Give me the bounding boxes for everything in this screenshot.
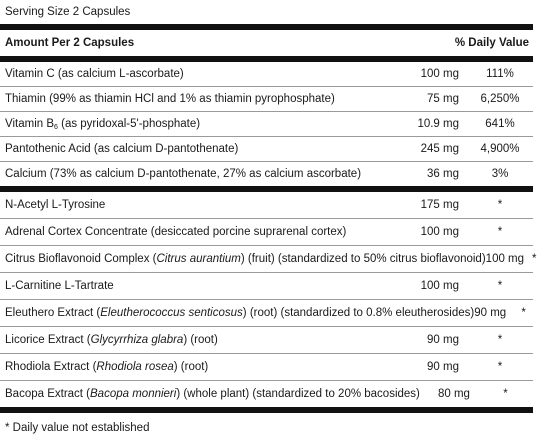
name-text: Vitamin B [5, 117, 55, 130]
ingredient-name [0, 253, 486, 265]
ingredient-name [0, 93, 399, 105]
table-row [0, 161, 533, 186]
ingredient-daily-value: 6,250% [480, 93, 520, 105]
name-text: Licorice Extract ( [5, 334, 91, 346]
ingredient-name [0, 118, 399, 131]
ingredient-amount: 10.9 mg [417, 118, 459, 130]
ingredient-amount: 100 mg [485, 253, 525, 265]
ingredient-amount: 90 mg [427, 361, 459, 373]
name-text: Calcium (73% as calcium D-pantothenate, 27% as calcium ascorbate) [5, 168, 362, 180]
name-text: Vitamin C (as calcium L-ascorbate) [5, 68, 184, 80]
daily-value-label: % Daily Value [454, 37, 529, 49]
ingredient-name [0, 388, 420, 400]
ingredient-amount: 36 mg [427, 168, 459, 180]
table-row [0, 380, 533, 407]
other-ingredients-group [0, 192, 537, 407]
ingredient-amount: 100 mg [420, 68, 459, 80]
table-row [0, 136, 533, 161]
table-row [0, 86, 533, 111]
ingredient-name [0, 143, 399, 155]
ingredient-daily-value: * [521, 307, 526, 319]
ingredient-daily-value: 3% [491, 168, 509, 180]
name-text: ) (fruit) (standardized to 50% citrus bioflavonoid) [240, 253, 486, 265]
latin-name: Citrus aurantium [156, 253, 241, 265]
subscript: 6 [54, 123, 58, 131]
table-header [0, 30, 533, 56]
latin-name: Bacopa monnieri [90, 388, 177, 400]
ingredient-amount: 75 mg [427, 93, 459, 105]
ingredient-amount: 100 mg [420, 280, 459, 292]
serving-size: Serving Size 2 Capsules [5, 6, 131, 18]
table-row [0, 111, 533, 136]
ingredient-daily-value: * [497, 280, 503, 292]
latin-name: Rhodiola rosea [96, 361, 174, 373]
ingredient-amount: 175 mg [420, 199, 459, 211]
name-text: Citrus Bioflavonoid Complex ( [5, 253, 157, 265]
ingredient-daily-value: * [503, 388, 508, 400]
ingredient-name [0, 68, 399, 80]
name-text: N-Acetyl L-Tyrosine [5, 199, 106, 211]
ingredient-daily-value: * [497, 361, 503, 373]
ingredient-name [0, 168, 399, 180]
name-text: Pantothenic Acid (as calcium D-pantothenate) [5, 143, 239, 155]
table-row [0, 353, 533, 380]
name-text: (as pyridoxal-5'-phosphate) [57, 117, 201, 130]
ingredient-name [0, 280, 399, 292]
name-text: ) (root) [173, 361, 209, 373]
table-row [0, 272, 533, 299]
amount-per-serving-label: Amount Per 2 Capsules [5, 37, 135, 49]
table-row [0, 326, 533, 353]
name-text: ) (whole plant) (standardized to 20% bacosides) [176, 388, 420, 400]
ingredient-amount: 80 mg [437, 388, 470, 400]
ingredient-name [0, 307, 474, 319]
table-row [0, 62, 533, 86]
ingredient-daily-value: * [497, 334, 503, 346]
table-row [0, 245, 537, 272]
name-text: Eleuthero Extract ( [5, 307, 101, 319]
footnote: * Daily value not established [5, 422, 150, 434]
table-row [0, 299, 533, 326]
name-text: ) (root) [183, 334, 218, 346]
ingredient-daily-value: * [532, 253, 537, 265]
ingredient-daily-value: 4,900% [480, 143, 520, 155]
ingredient-daily-value: 641% [485, 118, 515, 130]
name-text: Bacopa Extract ( [5, 388, 91, 400]
table-row [0, 192, 533, 218]
name-text: Thiamin (99% as thiamin HCl and 1% as thiamin pyrophosphate) [5, 93, 335, 105]
table-row [0, 218, 533, 245]
latin-name: Eleutherococcus senticosus [100, 307, 243, 319]
ingredient-amount: 90 mg [427, 334, 459, 346]
ingredient-name [0, 199, 399, 211]
ingredient-name [0, 334, 399, 346]
vitamins-group [0, 62, 533, 186]
name-text: Adrenal Cortex Concentrate (desiccated porcine suprarenal cortex) [5, 226, 347, 238]
ingredient-daily-value: 111% [486, 68, 514, 80]
ingredient-amount: 100 mg [420, 226, 459, 238]
ingredient-amount: 90 mg [474, 307, 507, 319]
latin-name: Glycyrrhiza glabra [90, 334, 184, 346]
name-text: L-Carnitine L-Tartrate [5, 280, 114, 292]
ingredient-name [0, 361, 399, 373]
ingredient-daily-value: * [497, 199, 503, 211]
name-text: Rhodiola Extract ( [5, 361, 97, 373]
ingredient-amount: 245 mg [420, 143, 459, 155]
ingredient-daily-value: * [497, 226, 503, 238]
ingredient-name [0, 226, 399, 238]
name-text: ) (root) (standardized to 0.8% eleutherosides) [242, 307, 475, 319]
